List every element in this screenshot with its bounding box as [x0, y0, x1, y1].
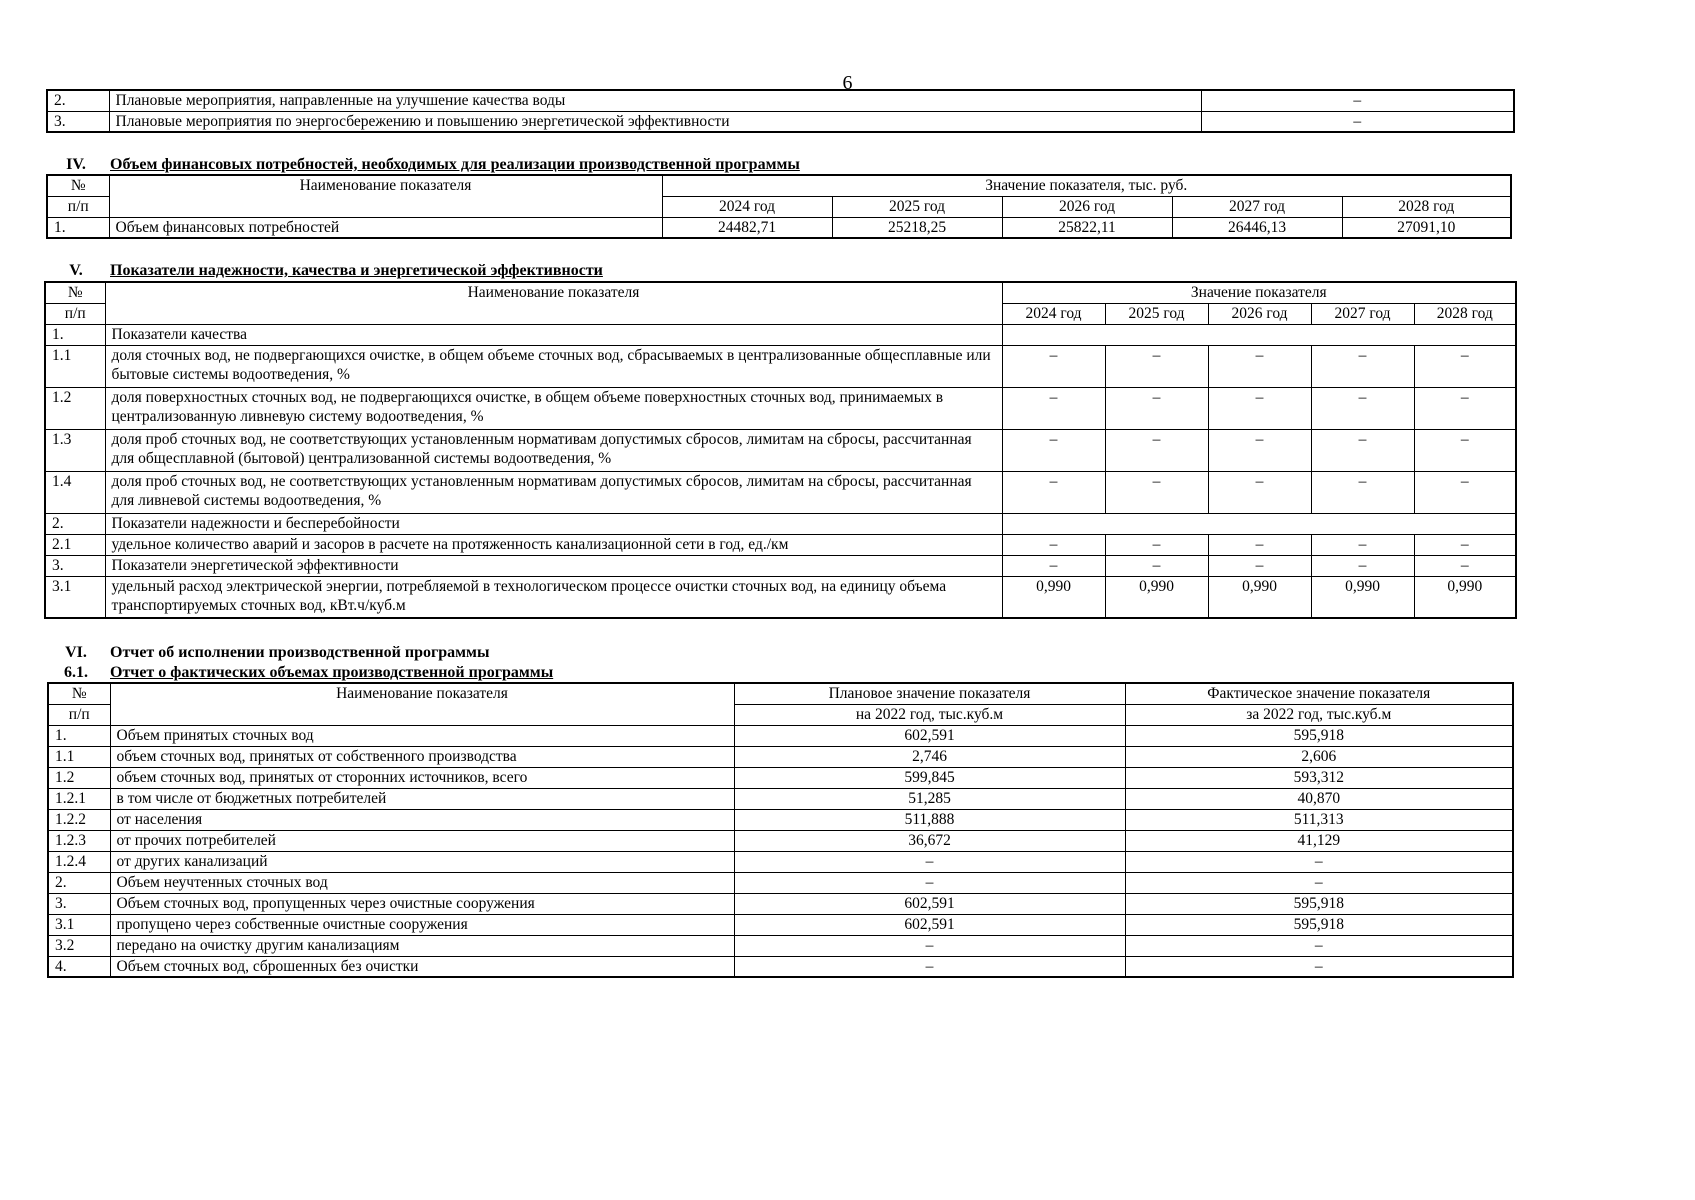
row-name: доля поверхностных сточных вод, не подвергающихся очистке, в общем объеме поверхностных сточных вод, принимаемых в централизованную ливневую систему водоотведения, % — [105, 387, 1002, 429]
value-cell: – — [1105, 471, 1208, 513]
row-number: 1.1 — [45, 345, 105, 387]
plan-value: 602,591 — [734, 725, 1125, 746]
value-cell: – — [1002, 534, 1105, 555]
section-title: Объем финансовых потребностей, необходимых для реализации производственной программы — [110, 156, 800, 173]
value-cell: – — [1311, 387, 1414, 429]
col-name-header: Наименование показателя — [109, 175, 662, 217]
col-name-header: Наименование показателя — [110, 683, 734, 725]
value-cell: 0,990 — [1414, 576, 1516, 618]
row-number: 1.2.2 — [48, 809, 110, 830]
year-header: 2027 год — [1172, 196, 1342, 217]
row-name: объем сточных вод, принятых от сторонних источников, всего — [110, 767, 734, 788]
value-cell: 25822,11 — [1002, 217, 1172, 238]
empty-cell — [1002, 324, 1516, 345]
fact-value: – — [1125, 872, 1513, 893]
row-number: 1.2.3 — [48, 830, 110, 851]
subsection-number: 6.1. — [64, 664, 88, 681]
row-name: доля сточных вод, не подвергающихся очистке, в общем объеме сточных вод, сбрасываемых в централизованные общесплавные или бытовые системы водоотведения, % — [105, 345, 1002, 387]
fact-value: – — [1125, 935, 1513, 956]
fact-value: 40,870 — [1125, 788, 1513, 809]
row-number: 3.1 — [45, 576, 105, 618]
indicators-table — [44, 281, 1517, 619]
col-fact-header: Фактическое значение показателя — [1125, 683, 1513, 704]
table-row — [47, 90, 1514, 111]
col-number-header: № — [47, 175, 109, 196]
section-5-heading — [46, 261, 603, 280]
table-row — [48, 935, 1513, 956]
value-cell: – — [1105, 345, 1208, 387]
year-header: 2028 год — [1414, 303, 1516, 324]
plan-value: – — [734, 851, 1125, 872]
value-cell: – — [1311, 345, 1414, 387]
value-cell: – — [1208, 429, 1311, 471]
row-name: Объем сточных вод, сброшенных без очистки — [110, 956, 734, 977]
table-row — [45, 429, 1516, 471]
row-number: 4. — [48, 956, 110, 977]
row-name: от населения — [110, 809, 734, 830]
col-value-header: Значение показателя — [1002, 282, 1516, 303]
row-number: 3.1 — [48, 914, 110, 935]
plan-value: 511,888 — [734, 809, 1125, 830]
row-number: 2. — [45, 513, 105, 534]
table-row — [45, 513, 1516, 534]
section-3-table — [46, 89, 1515, 133]
value-cell: – — [1208, 345, 1311, 387]
row-name: Показатели качества — [105, 324, 1002, 345]
table-row — [48, 893, 1513, 914]
table-row — [45, 324, 1516, 345]
row-name: пропущено через собственные очистные сооружения — [110, 914, 734, 935]
value-cell: 24482,71 — [662, 217, 832, 238]
section-title: Показатели надежности, качества и энергетической эффективности — [110, 262, 603, 279]
fact-value: 593,312 — [1125, 767, 1513, 788]
row-name: объем сточных вод, принятых от собственного производства — [110, 746, 734, 767]
value-cell: 0,990 — [1002, 576, 1105, 618]
value-cell: – — [1311, 534, 1414, 555]
value-cell: 27091,10 — [1342, 217, 1511, 238]
col-number-header: № — [48, 683, 110, 704]
value-cell: – — [1105, 555, 1208, 576]
value-cell: – — [1414, 429, 1516, 471]
plan-value: – — [734, 956, 1125, 977]
row-number: 1.2.4 — [48, 851, 110, 872]
col-fact-header-2: за 2022 год, тыс.куб.м — [1125, 704, 1513, 725]
value-cell: 26446,13 — [1172, 217, 1342, 238]
row-number: 1.4 — [45, 471, 105, 513]
year-header: 2025 год — [832, 196, 1002, 217]
value-cell: – — [1105, 387, 1208, 429]
value-cell: – — [1002, 387, 1105, 429]
col-number-header-2: п/п — [45, 303, 105, 324]
fact-value: 595,918 — [1125, 725, 1513, 746]
value-cell: – — [1002, 345, 1105, 387]
row-name: Объем финансовых потребностей — [109, 217, 662, 238]
table-row — [47, 111, 1514, 132]
col-number-header-2: п/п — [48, 704, 110, 725]
col-number-header-2: п/п — [47, 196, 109, 217]
row-value: – — [1201, 111, 1514, 132]
year-header: 2026 год — [1208, 303, 1311, 324]
row-number: 1. — [45, 324, 105, 345]
subsection-6-1-heading — [46, 663, 553, 682]
col-value-header: Значение показателя, тыс. руб. — [662, 175, 1511, 196]
value-cell: – — [1002, 429, 1105, 471]
actual-volumes-table — [47, 682, 1514, 978]
plan-value: 36,672 — [734, 830, 1125, 851]
row-number: 1.3 — [45, 429, 105, 471]
table-row — [48, 956, 1513, 977]
value-cell: – — [1208, 555, 1311, 576]
row-name: от прочих потребителей — [110, 830, 734, 851]
row-number: 3.2 — [48, 935, 110, 956]
section-number: IV. — [66, 156, 86, 173]
table-row — [45, 387, 1516, 429]
table-row — [48, 809, 1513, 830]
table-row — [45, 534, 1516, 555]
table-row — [48, 851, 1513, 872]
value-cell: 0,990 — [1311, 576, 1414, 618]
table-row — [47, 217, 1511, 238]
row-name: Показатели надежности и бесперебойности — [105, 513, 1002, 534]
row-number: 1.2 — [48, 767, 110, 788]
row-name: Плановые мероприятия по энергосбережению и повышению энергетической эффективности — [109, 111, 1201, 132]
value-cell: – — [1414, 555, 1516, 576]
value-cell: – — [1208, 471, 1311, 513]
row-name: Показатели энергетической эффективности — [105, 555, 1002, 576]
row-number: 1. — [48, 725, 110, 746]
row-number: 1.2.1 — [48, 788, 110, 809]
col-plan-header: Плановое значение показателя — [734, 683, 1125, 704]
value-cell: – — [1311, 429, 1414, 471]
value-cell: 0,990 — [1208, 576, 1311, 618]
row-number: 3. — [45, 555, 105, 576]
row-number: 2. — [47, 90, 109, 111]
value-cell: – — [1208, 534, 1311, 555]
plan-value: – — [734, 935, 1125, 956]
row-number: 2. — [48, 872, 110, 893]
row-name: от других канализаций — [110, 851, 734, 872]
page-number: 6 — [842, 72, 853, 94]
row-name: доля проб сточных вод, не соответствующих установленным нормативам допустимых сбросов, лимитам на сбросы, рассчитанная для общесплавной (бытовой) централизованной системы водоотведения, % — [105, 429, 1002, 471]
fact-value: 511,313 — [1125, 809, 1513, 830]
year-header: 2027 год — [1311, 303, 1414, 324]
row-number: 1.2 — [45, 387, 105, 429]
row-number: 2.1 — [45, 534, 105, 555]
section-title: Отчет об исполнении производственной программы — [110, 644, 490, 661]
value-cell: – — [1311, 555, 1414, 576]
plan-value: 602,591 — [734, 914, 1125, 935]
value-cell: – — [1105, 534, 1208, 555]
plan-value: 599,845 — [734, 767, 1125, 788]
fact-value: 2,606 — [1125, 746, 1513, 767]
table-row — [45, 576, 1516, 618]
row-number: 1. — [47, 217, 109, 238]
table-row — [45, 555, 1516, 576]
table-row — [48, 830, 1513, 851]
row-number: 3. — [48, 893, 110, 914]
subsection-title: Отчет о фактических объемах производственной программы — [110, 664, 554, 681]
fact-value: – — [1125, 851, 1513, 872]
row-number: 1.1 — [48, 746, 110, 767]
section-number: V. — [69, 262, 83, 279]
year-header: 2025 год — [1105, 303, 1208, 324]
value-cell: – — [1105, 429, 1208, 471]
section-6-heading — [46, 643, 489, 662]
plan-value: 51,285 — [734, 788, 1125, 809]
finance-table — [46, 174, 1512, 239]
row-number: 3. — [47, 111, 109, 132]
value-cell: – — [1002, 471, 1105, 513]
table-row — [48, 914, 1513, 935]
value-cell: – — [1414, 471, 1516, 513]
plan-value: 2,746 — [734, 746, 1125, 767]
row-name: в том числе от бюджетных потребителей — [110, 788, 734, 809]
value-cell: 25218,25 — [832, 217, 1002, 238]
fact-value: 595,918 — [1125, 914, 1513, 935]
col-name-header: Наименование показателя — [105, 282, 1002, 324]
section-4-heading — [46, 155, 800, 174]
plan-value: – — [734, 872, 1125, 893]
value-cell: 0,990 — [1105, 576, 1208, 618]
value-cell: – — [1311, 471, 1414, 513]
row-name: Объем неучтенных сточных вод — [110, 872, 734, 893]
row-name: доля проб сточных вод, не соответствующих установленным нормативам допустимых сбросов, лимитам на сбросы, рассчитанная для ливневой системы водоотведения, % — [105, 471, 1002, 513]
table-row — [48, 872, 1513, 893]
value-cell: – — [1414, 345, 1516, 387]
table-row — [48, 767, 1513, 788]
year-header: 2024 год — [662, 196, 832, 217]
value-cell: – — [1414, 534, 1516, 555]
value-cell: – — [1002, 555, 1105, 576]
plan-value: 602,591 — [734, 893, 1125, 914]
fact-value: – — [1125, 956, 1513, 977]
fact-value: 595,918 — [1125, 893, 1513, 914]
section-number: VI. — [65, 644, 87, 661]
row-name: удельное количество аварий и засоров в расчете на протяженность канализационной сети в год, ед./км — [105, 534, 1002, 555]
row-name: удельный расход электрической энергии, потребляемой в технологическом процессе очистки сточных вод, на единицу объема транспортируемых сточных вод, кВт.ч/куб.м — [105, 576, 1002, 618]
col-plan-header-2: на 2022 год, тыс.куб.м — [734, 704, 1125, 725]
value-cell: – — [1414, 387, 1516, 429]
row-name: Объем принятых сточных вод — [110, 725, 734, 746]
fact-value: 41,129 — [1125, 830, 1513, 851]
empty-cell — [1002, 513, 1516, 534]
table-row — [48, 788, 1513, 809]
table-row — [48, 746, 1513, 767]
year-header: 2026 год — [1002, 196, 1172, 217]
table-row — [48, 725, 1513, 746]
value-cell: – — [1208, 387, 1311, 429]
row-name: Плановые мероприятия, направленные на улучшение качества воды — [109, 90, 1201, 111]
row-name: Объем сточных вод, пропущенных через очистные сооружения — [110, 893, 734, 914]
table-row — [45, 345, 1516, 387]
col-number-header: № — [45, 282, 105, 303]
row-value: – — [1201, 90, 1514, 111]
year-header: 2028 год — [1342, 196, 1511, 217]
table-row — [45, 471, 1516, 513]
row-name: передано на очистку другим канализациям — [110, 935, 734, 956]
year-header: 2024 год — [1002, 303, 1105, 324]
